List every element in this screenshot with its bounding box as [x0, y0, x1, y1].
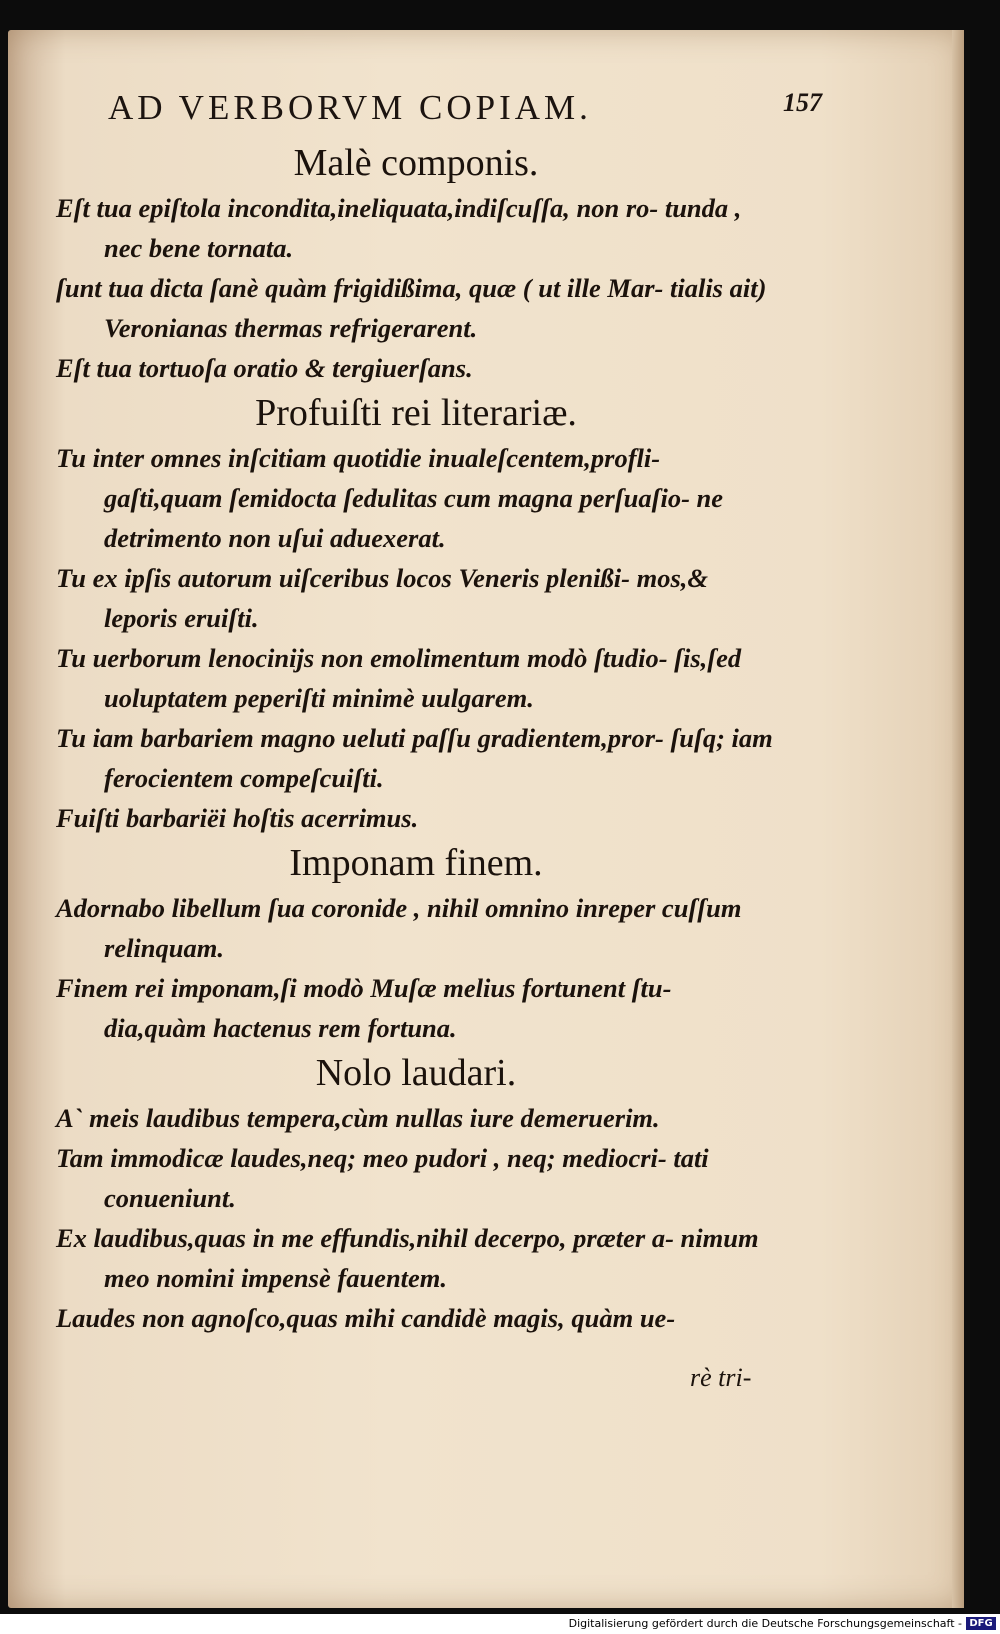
catchword: rè tri- — [690, 1363, 752, 1392]
funding-credit: Digitalisierung gefördert durch die Deutsche Forschungsgemeinschaft - — [568, 1617, 962, 1630]
page-body — [56, 138, 776, 1338]
section-heading: Malè componis. — [293, 142, 539, 184]
running-head: AD VERBORVM COPIAM. — [108, 88, 592, 127]
page-edge — [952, 30, 964, 1608]
phrase-entry: Finem rei imponam,ſi modò Muſæ melius fortunent ſtu- dia,quàm hactenus rem fortuna. — [56, 973, 672, 1043]
phrase-entry: Fuiſti barbariëi hoſtis acerrimus. — [56, 803, 419, 833]
phrase-entry: A` meis laudibus tempera,cùm nullas iure demeruerim. — [56, 1103, 660, 1133]
phrase-entry: Eſt tua epiſtola incondita,ineliquata,indiſcuſſa, non ro- tunda , nec bene tornata. — [56, 193, 742, 263]
footer-bar — [0, 1614, 1000, 1634]
phrase-entry: Tu uerborum lenocinijs non emolimentum modò ſtudio- ſis,ſed uoluptatem peperiſti minimè uulgarem. — [56, 643, 742, 713]
dfg-logo: DFG — [966, 1617, 996, 1630]
phrase-entry: ſunt tua dicta ſanè quàm frigidißima, quæ ( ut ille Mar- tialis ait) Veronianas thermas refrigerarent. — [56, 273, 767, 343]
phrase-entry: Tu iam barbariem magno ueluti paſſu gradientem,pror- ſuſq; iam ferocientem compeſcuiſti. — [56, 723, 773, 793]
section-heading: Imponam finem. — [289, 842, 543, 884]
phrase-entry: Tu ex ipſis autorum uiſceribus locos Veneris plenißi- mos,& leporis eruiſti. — [56, 563, 709, 633]
phrase-entry: Tu inter omnes inſcitiam quotidie inualeſcentem,profli- gaſti,quam ſemidocta ſedulitas cum magna perſuaſio- ne detrimento non uſui aduexerat. — [56, 443, 724, 553]
phrase-entry: Tam immodicæ laudes,neq; meo pudori , neq; mediocri- tati conueniunt. — [56, 1143, 709, 1213]
phrase-entry: Eſt tua tortuoſa oratio & tergiuerſans. — [56, 353, 473, 383]
section-heading: Profuiſti rei literariæ. — [255, 392, 577, 434]
section-heading: Nolo laudari. — [315, 1052, 517, 1094]
phrase-entry: Adornabo libellum ſua coronide , nihil omnino inreper cuſſum relinquam. — [56, 893, 742, 963]
phrase-entry: Ex laudibus,quas in me effundis,nihil decerpo, præter a- nimum meo nomini impensè fauentem. — [56, 1223, 759, 1293]
page-number: 157 — [783, 88, 822, 117]
phrase-entry: Laudes non agnoſco,quas mihi candidè magis, quàm ue- — [56, 1303, 676, 1333]
